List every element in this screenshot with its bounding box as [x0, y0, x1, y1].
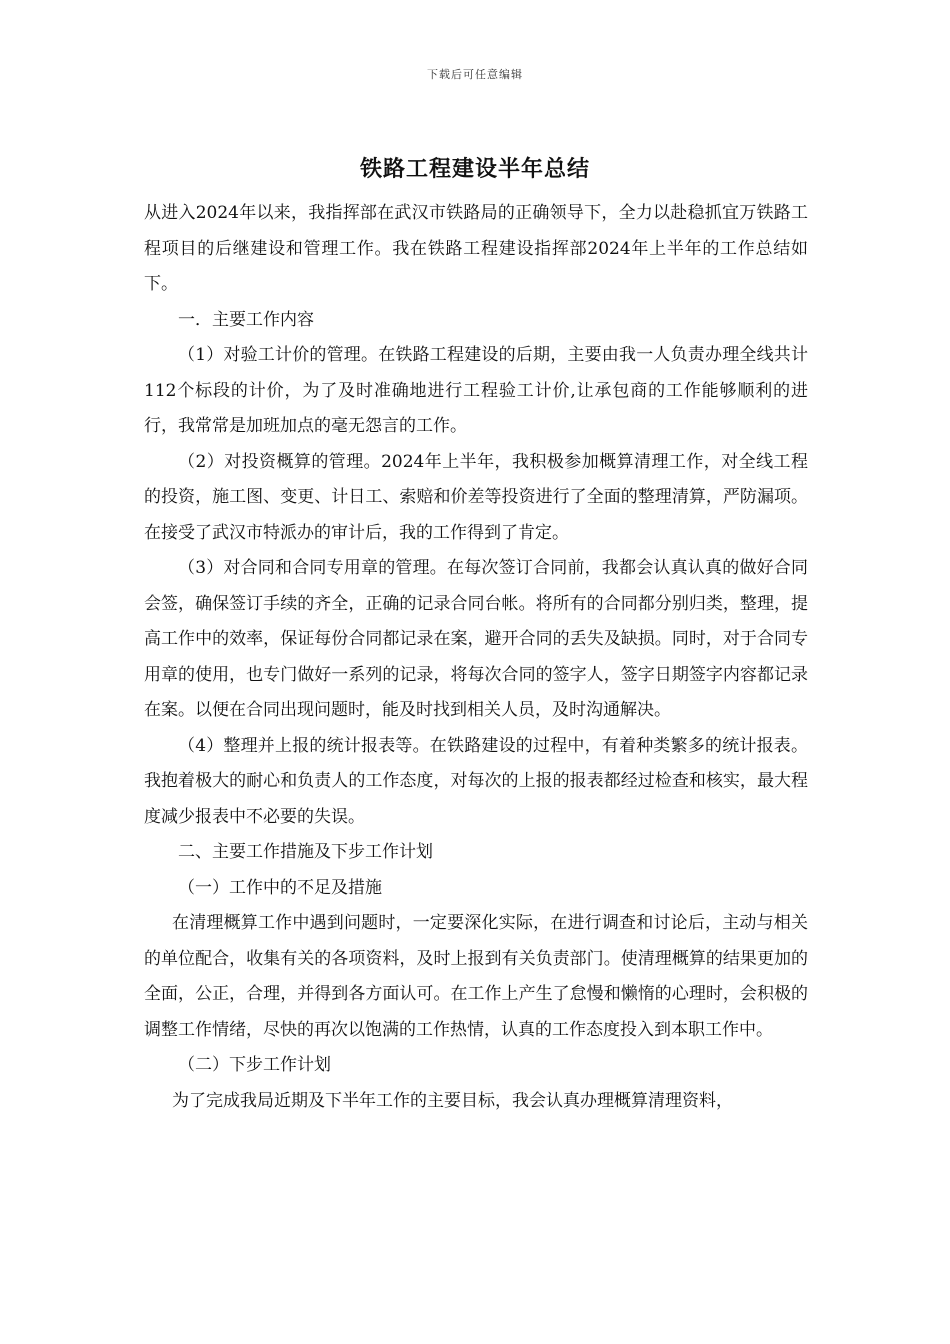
paragraph-intro: 从进入2024年以来，我指挥部在武汉市铁路局的正确领导下，全力以赴稳抓宜万铁路工程项目的后继建设和管理工作。我在铁路工程建设指挥部2024年上半年的工作总结如下。: [144, 203, 808, 294]
paragraph-item-2: （2）对投资概算的管理。2024年上半年，我积极参加概算清理工作，对全线工程的投资，施工图、变更、计日工、索赔和价差等投资进行了全面的整理清算，严防漏项。在接受了武汉市特派办的审计后，我的工作得到了肯定。: [144, 451, 808, 543]
paragraph-item-1: （1）对验工计价的管理。在铁路工程建设的后期，主要由我一人负责办理全线共计112个标段的计价，为了及时准确地进行工程验工计价,让承包商的工作能够顺利的进行，我常常是加班加点的毫无怨言的工作。: [144, 345, 808, 436]
section-heading-measures: 二、主要工作措施及下步工作计划: [178, 842, 433, 862]
paragraph-item-4: （4）整理并上报的统计报表等。在铁路建设的过程中，有着种类繁多的统计报表。我抱着极大的耐心和负责人的工作态度，对每次的上报的报表都经过检查和核实，最大程度减少报表中不必要的失误。: [144, 735, 808, 827]
section-heading-main-work: 一．主要工作内容: [178, 309, 314, 330]
subsection-heading-plan: （二）下步工作计划: [178, 1055, 331, 1075]
document-body: [144, 196, 808, 1119]
paragraph-item-3: （3）对合同和合同专用章的管理。在每次签订合同前，我都会认真认真的做好合同会签，确保签订手续的齐全，正确的记录合同台帐。将所有的合同都分别归类，整理，提高工作中的效率，保证每份合同都记录在案，避开合同的丢失及缺损。同时，对于合同专用章的使用，也专门做好一系列的记录，将每次合同的签字人，签字日期签字内容都记录在案。以便在合同出现问题时，能及时找到相关人员，及时沟通解决。: [144, 558, 808, 720]
paragraph-shortcomings: 在清理概算工作中遇到问题时，一定要深化实际，在进行调查和讨论后，主动与相关的单位配合，收集有关的各项资料，及时上报到有关负责部门。使清理概算的结果更加的全面，公正，合理，并得到各方面认可。在工作上产生了怠慢和懒惰的心理时，会积极的调整工作情绪，尽快的再次以饱满的工作热情，认真的工作态度投入到本职工作中。: [144, 913, 808, 1040]
subsection-heading-shortcomings: （一）工作中的不足及措施: [178, 877, 382, 898]
document-title: 铁路工程建设半年总结: [359, 156, 590, 182]
header-note: 下载后可任意编辑: [427, 68, 523, 81]
paragraph-plan: 为了完成我局近期及下半年工作的主要目标，我会认真办理概算清理资料，: [172, 1090, 733, 1111]
